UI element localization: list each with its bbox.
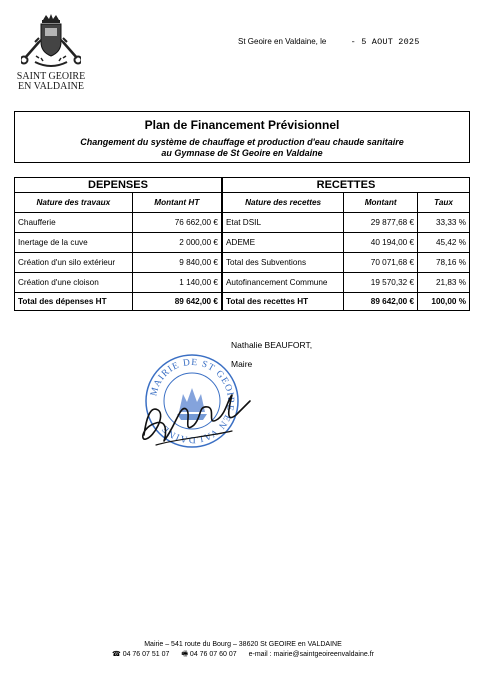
cell-montant: 19 570,32 € [344, 273, 418, 293]
document-title: Plan de Financement Prévisionnel [144, 118, 340, 132]
municipal-logo [16, 14, 86, 92]
cell-montant-ht: 1 140,00 € [132, 273, 222, 293]
cell-taux: 45,42 % [418, 233, 470, 253]
footer-email: e-mail : mairie@saintgeoireenvaldaine.fr [248, 651, 374, 658]
cell-montant: 40 194,00 € [344, 233, 418, 253]
cell-montant-ht: 76 662,00 € [132, 213, 222, 233]
cell-travaux: Création d'une cloison [15, 273, 133, 293]
total-travaux-label: Total des dépenses HT [15, 293, 133, 311]
cell-montant: 70 071,68 € [344, 253, 418, 273]
stamp-text: MAIRIE DE ST GEOIRE EN VALDAINE [149, 357, 236, 445]
document-subtitle-line2: au Gymnase de St Geoire en Valdaine [161, 148, 323, 158]
total-recettes-label: Total des recettes HT [222, 293, 344, 311]
total-montant: 89 642,00 € [344, 293, 418, 311]
col-montant: Montant [344, 193, 418, 213]
signatory-role: Maire [231, 359, 253, 369]
table-row [15, 233, 470, 253]
place-date [238, 37, 420, 47]
total-taux: 100,00 % [418, 293, 470, 311]
document-subtitle-line1: Changement du système de chauffage et production d'eau chaude sanitaire [80, 137, 404, 147]
logo-text-line2: EN VALDAINE [17, 81, 84, 92]
col-nature-travaux: Nature des travaux [15, 193, 133, 213]
recettes-header: RECETTES [222, 178, 470, 193]
coat-of-arms-icon [21, 14, 81, 70]
signatory-name: Nathalie BEAUFORT, [231, 340, 313, 350]
cell-travaux: Chaufferie [15, 213, 133, 233]
depenses-header: DEPENSES [15, 178, 222, 193]
financing-table [14, 177, 470, 311]
cell-recette: Total des Subventions [222, 253, 344, 273]
total-montant-ht: 89 642,00 € [132, 293, 222, 311]
col-montant-ht: Montant HT [132, 193, 222, 213]
cell-taux: 78,16 % [418, 253, 470, 273]
cell-recette: Autofinancement Commune [222, 273, 344, 293]
fax-icon: 🖷 [181, 651, 188, 658]
col-taux: Taux [418, 193, 470, 213]
table-row [15, 273, 470, 293]
total-row [15, 293, 470, 311]
footer-address: Mairie – 541 route du Bourg – 38620 St GEOIRE en VALDAINE [144, 641, 342, 648]
cell-travaux: Inertage de la cuve [15, 233, 133, 253]
table-row [15, 213, 470, 233]
cell-montant: 29 877,68 € [344, 213, 418, 233]
place-text: St Geoire en Valdaine, le [238, 37, 327, 46]
cell-taux: 33,33 % [418, 213, 470, 233]
cell-montant-ht: 2 000,00 € [132, 233, 222, 253]
phone-icon: ☎ [112, 651, 121, 658]
cell-travaux: Création d'un silo extérieur [15, 253, 133, 273]
table-row [15, 253, 470, 273]
title-box [14, 111, 470, 163]
cell-montant-ht: 9 840,00 € [132, 253, 222, 273]
col-nature-recettes: Nature des recettes [222, 193, 344, 213]
logo-text-line1: SAINT GEOIRE [16, 71, 86, 82]
cell-recette: ADEME [222, 233, 344, 253]
footer-fax: 04 76 07 60 07 [189, 651, 237, 658]
footer-phone: 04 76 07 51 07 [122, 651, 170, 658]
cell-taux: 21,83 % [418, 273, 470, 293]
handwritten-signature [136, 365, 256, 455]
footer-contacts [0, 650, 486, 661]
cell-recette: Etat DSIL [222, 213, 344, 233]
date-stamp: - 5 AOUT 2025 [350, 37, 420, 47]
